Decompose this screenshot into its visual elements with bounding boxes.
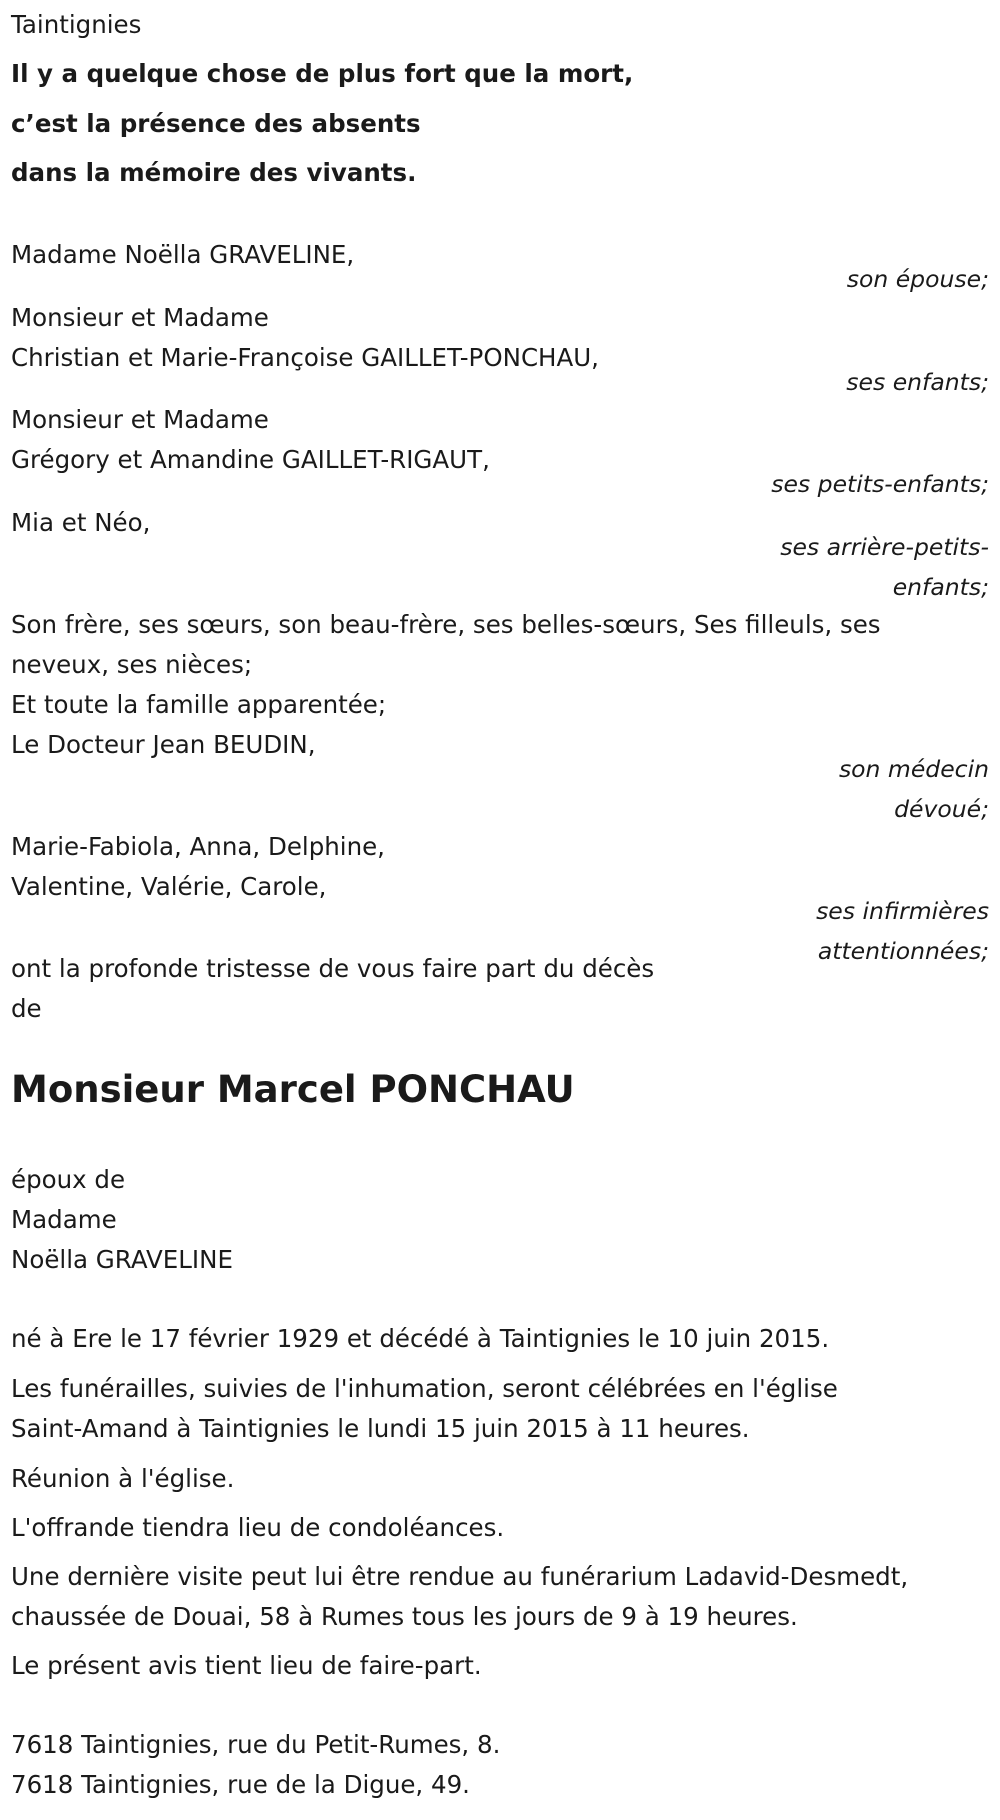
family-doctor-role-2: dévoué; (894, 795, 989, 823)
family-relatives-line-1: Son frère, ses sœurs, son beau-frère, ses belles-sœurs, Ses filleuls, ses (11, 610, 881, 639)
notice-note: Le présent avis tient lieu de faire-part. (11, 1651, 482, 1680)
family-grandchildren-line-1: Monsieur et Madame (11, 405, 269, 434)
spouse-line-3: Noëlla GRAVELINE (11, 1245, 233, 1274)
visit-line-2: chaussée de Douai, 58 à Rumes tous les jours de 9 à 19 heures. (11, 1602, 798, 1631)
family-grandchildren-line-2: Grégory et Amandine GAILLET-RIGAUT, (11, 445, 490, 474)
address-2: 7618 Taintignies, rue de la Digue, 49. (11, 1770, 470, 1799)
family-children-line-2: Christian et Marie-Françoise GAILLET-PONCHAU, (11, 343, 599, 372)
quote-line-1: Il y a quelque chose de plus fort que la mort, (11, 59, 634, 88)
family-relatives-line-3: Et toute la famille apparentée; (11, 690, 387, 719)
family-children-role: ses enfants; (846, 368, 989, 396)
family-nurses-line-1: Marie-Fabiola, Anna, Delphine, (11, 832, 385, 861)
funeral-line-2: Saint-Amand à Taintignies le lundi 15 juin 2015 à 11 heures. (11, 1414, 750, 1443)
family-spouse-role: son épouse; (846, 265, 989, 293)
family-nurses-role-2: attentionnées; (817, 937, 989, 965)
offering-note: L'offrande tiendra lieu de condoléances. (11, 1513, 505, 1542)
deceased-name: Monsieur Marcel PONCHAU (11, 1068, 575, 1111)
location-heading: Taintignies (11, 10, 142, 39)
spouse-line-1: époux de (11, 1165, 126, 1194)
announcement-line-1: ont la profonde tristesse de vous faire part du décès (11, 954, 655, 983)
funeral-line-1: Les funérailles, suivies de l'inhumation, seront célébrées en l'église (11, 1374, 838, 1403)
family-children-line-1: Monsieur et Madame (11, 303, 269, 332)
family-grandchildren-role: ses petits-enfants; (771, 470, 989, 498)
family-great-grandchildren-role-1: ses arrière-petits- (780, 533, 989, 561)
family-spouse-name: Madame Noëlla GRAVELINE, (11, 240, 355, 269)
quote-line-2: c’est la présence des absents (11, 109, 421, 138)
spouse-line-2: Madame (11, 1205, 117, 1234)
family-relatives-line-2: neveux, ses nièces; (11, 650, 253, 679)
family-great-grandchildren-name: Mia et Néo, (11, 508, 151, 537)
meeting-place: Réunion à l'église. (11, 1464, 235, 1493)
family-doctor-role-1: son médecin (838, 755, 989, 783)
family-doctor-name: Le Docteur Jean BEUDIN, (11, 730, 316, 759)
visit-line-1: Une dernière visite peut lui être rendue au funérarium Ladavid-Desmedt, (11, 1562, 909, 1591)
quote-line-3: dans la mémoire des vivants. (11, 158, 417, 187)
announcement-line-2: de (11, 994, 42, 1023)
birth-death-dates: né à Ere le 17 février 1929 et décédé à Taintignies le 10 juin 2015. (11, 1324, 830, 1353)
address-1: 7618 Taintignies, rue du Petit-Rumes, 8. (11, 1730, 501, 1759)
family-nurses-role-1: ses infirmières (816, 897, 989, 925)
family-nurses-line-2: Valentine, Valérie, Carole, (11, 872, 327, 901)
family-great-grandchildren-role-2: enfants; (892, 573, 989, 601)
